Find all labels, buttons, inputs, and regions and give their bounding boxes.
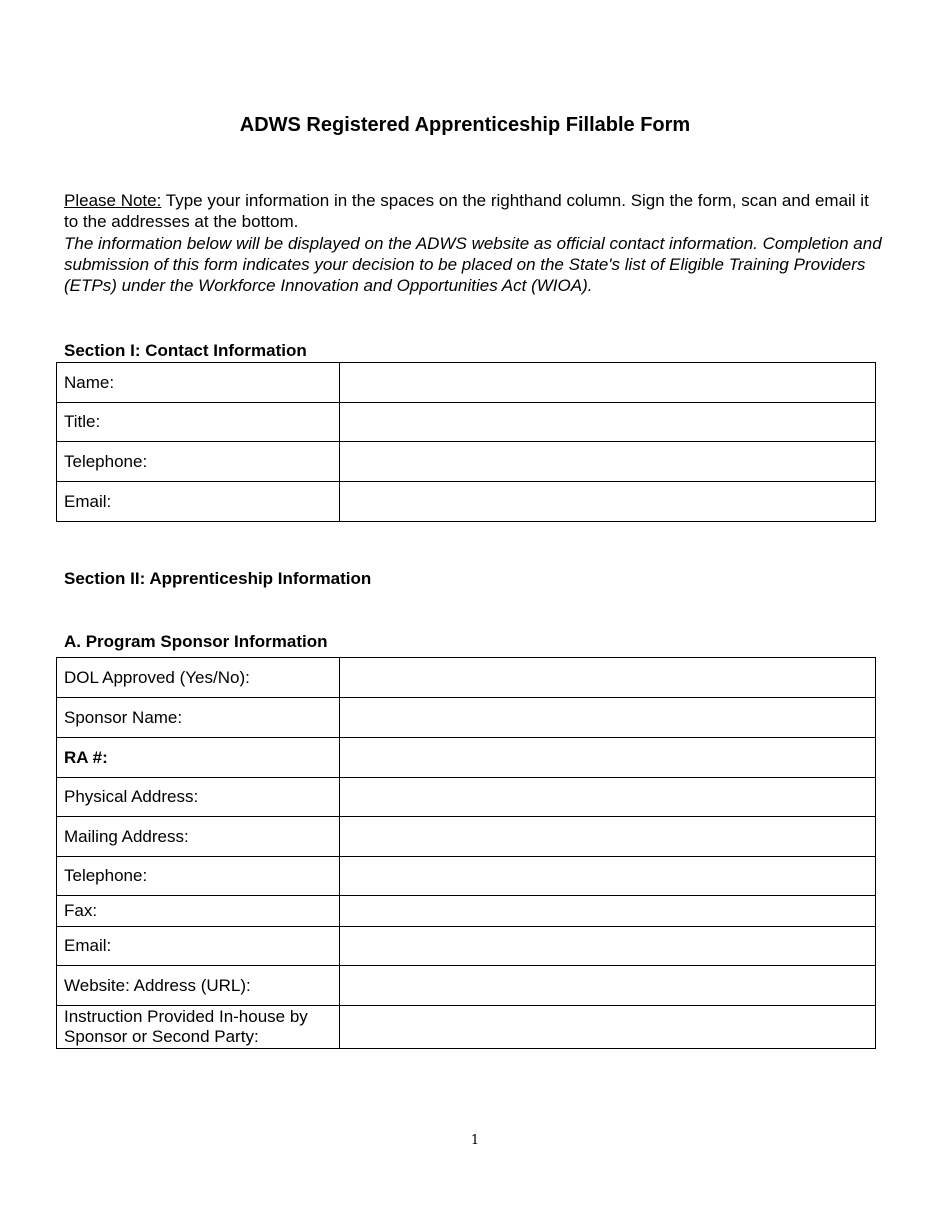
table-row	[57, 363, 876, 403]
website-label: Website: Address (URL):	[57, 966, 340, 1006]
email-field-cell	[340, 482, 876, 522]
telephone-label: Telephone:	[57, 442, 340, 482]
table-row	[57, 738, 876, 778]
sponsor-email-label: Email:	[57, 927, 340, 966]
ra-number-field-cell	[340, 738, 876, 778]
note-italic-text: The information below will be displayed on the ADWS website as official contact information. Completion and submission of this form indicates your decision to be placed on the State's list of Eligible Training Providers (ETPs) under the Workforce Innovation and Opportunities Act (WIOA).	[64, 233, 882, 296]
table-row	[57, 778, 876, 817]
dol-approved-field[interactable]	[340, 668, 875, 688]
instruction-provider-field-cell	[340, 1006, 876, 1049]
table-row	[57, 817, 876, 857]
name-field-cell	[340, 363, 876, 403]
name-label: Name:	[57, 363, 340, 403]
page-number: 1	[470, 1133, 480, 1148]
sponsor-info-table	[56, 657, 876, 1049]
mailing-address-field-cell	[340, 817, 876, 857]
title-label: Title:	[57, 403, 340, 442]
fax-field-cell	[340, 896, 876, 927]
dol-approved-label: DOL Approved (Yes/No):	[57, 658, 340, 698]
name-field[interactable]	[340, 373, 875, 393]
section-2-heading: Section II: Apprenticeship Information	[64, 569, 372, 588]
ra-number-field[interactable]	[340, 748, 875, 768]
sponsor-info-subheading: A. Program Sponsor Information	[64, 632, 328, 651]
telephone-field[interactable]	[340, 452, 875, 472]
sponsor-name-field[interactable]	[340, 708, 875, 728]
table-row	[57, 442, 876, 482]
contact-info-table	[56, 362, 876, 522]
fax-label: Fax:	[57, 896, 340, 927]
instructions-note	[64, 190, 884, 296]
email-field[interactable]	[340, 492, 875, 512]
section-1-heading: Section I: Contact Information	[64, 341, 307, 360]
dol-approved-field-cell	[340, 658, 876, 698]
mailing-address-label: Mailing Address:	[57, 817, 340, 857]
physical-address-field-cell	[340, 778, 876, 817]
table-row	[57, 658, 876, 698]
sponsor-email-field-cell	[340, 927, 876, 966]
table-row	[57, 966, 876, 1006]
email-label: Email:	[57, 482, 340, 522]
table-row	[57, 857, 876, 896]
sponsor-telephone-field-cell	[340, 857, 876, 896]
ra-number-label: RA #:	[57, 738, 340, 778]
sponsor-name-field-cell	[340, 698, 876, 738]
sponsor-email-field[interactable]	[340, 936, 875, 956]
table-row	[57, 1006, 876, 1049]
table-row	[57, 698, 876, 738]
sponsor-telephone-field[interactable]	[340, 866, 875, 886]
table-row	[57, 482, 876, 522]
page-title: ADWS Registered Apprenticeship Fillable Form	[239, 114, 691, 136]
physical-address-field[interactable]	[340, 787, 875, 807]
instruction-provider-label: Instruction Provided In-house by Sponsor or Second Party:	[57, 1006, 340, 1049]
table-row	[57, 403, 876, 442]
note-text: Type your information in the spaces on the righthand column. Sign the form, scan and email it to the addresses at the bottom.	[64, 191, 869, 232]
fax-field[interactable]	[340, 901, 875, 921]
note-label: Please Note:	[64, 191, 162, 210]
instruction-provider-field[interactable]	[340, 1017, 875, 1037]
mailing-address-field[interactable]	[340, 827, 875, 847]
table-row	[57, 927, 876, 966]
title-field-cell	[340, 403, 876, 442]
physical-address-label: Physical Address:	[57, 778, 340, 817]
table-row	[57, 896, 876, 927]
website-field[interactable]	[340, 976, 875, 996]
sponsor-telephone-label: Telephone:	[57, 857, 340, 896]
website-field-cell	[340, 966, 876, 1006]
sponsor-name-label: Sponsor Name:	[57, 698, 340, 738]
title-field[interactable]	[340, 412, 875, 432]
telephone-field-cell	[340, 442, 876, 482]
